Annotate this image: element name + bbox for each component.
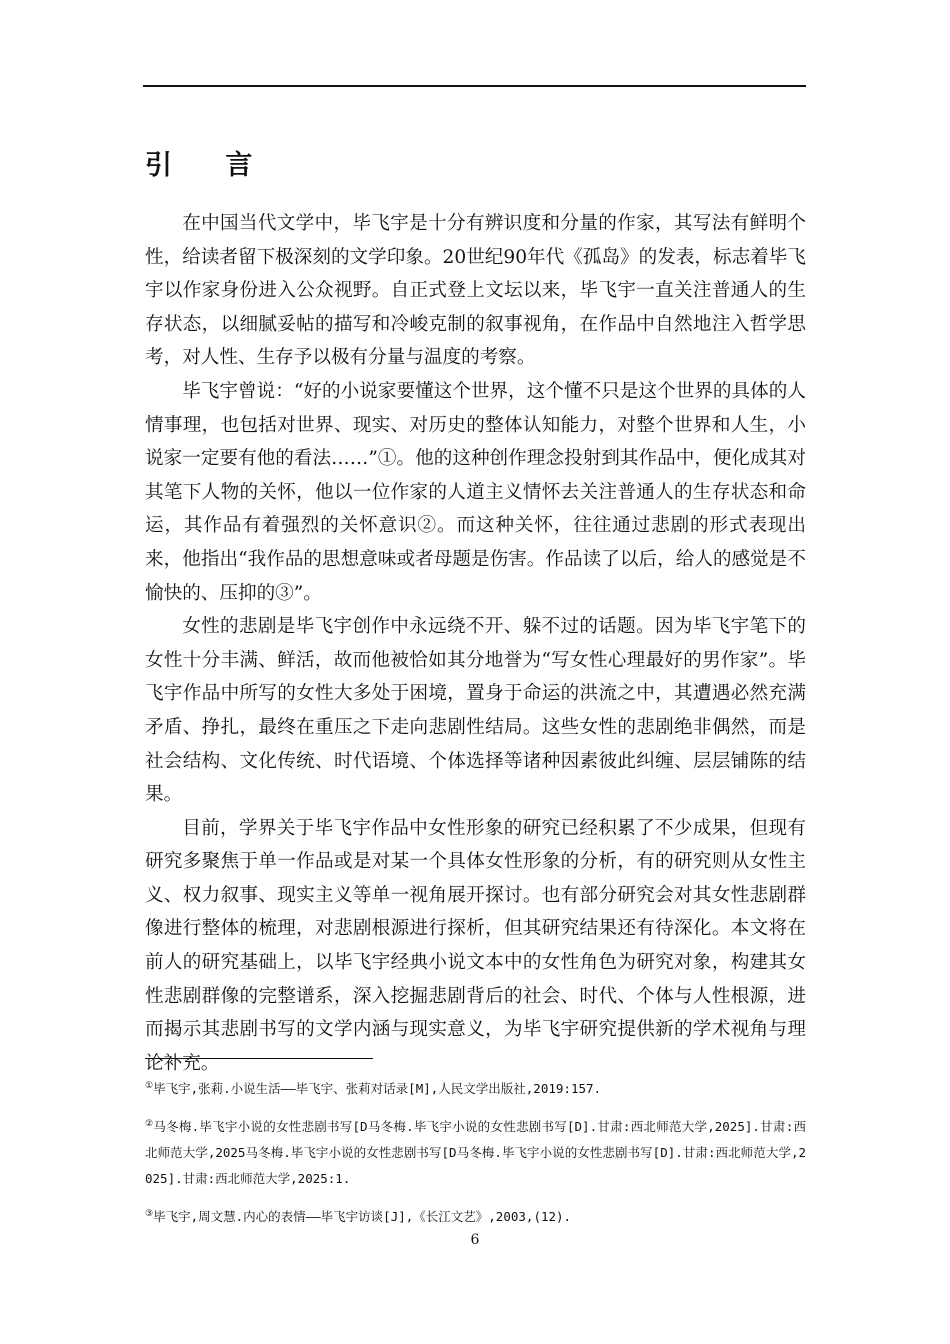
paragraph-4: 目前，学界关于毕飞宇作品中女性形象的研究已经积累了不少成果，但现有研究多聚焦于单一作品或是对某一个具体女性形象的分析，有的研究则从女性主义、权力叙事、现实主义等单一视角展开探讨。也有部分研究会对其女性悲剧群像进行整体的梳理，对悲剧根源进行探析，但其研究结果还有待深化。本文将在前人的研究基础上，以毕飞宇经典小说文本中的女性角色为研究对象，构建其女性悲剧群像的完整谱系，深入挖掘悲剧背后的社会、时代、个体与人性根源，进而揭示其悲剧书写的文学内涵与现实意义，为毕飞宇研究提供新的学术视角与理论补充。	[145, 817, 806, 1074]
footnote-3	[145, 1204, 806, 1230]
paragraph-3: 女性的悲剧是毕飞宇创作中永远绕不开、躲不过的话题。因为毕飞宇笔下的女性十分丰满、鲜活，故而他被恰如其分地誉为“写女性心理最好的男作家”。毕飞宇作品中所写的女性大多处于困境，置身于命运的洪流之中，其遭遇必然充满矛盾、挣扎，最终在重压之下走向悲剧性结局。这些女性的悲剧绝非偶然，而是社会结构、文化传统、时代语境、个体选择等诸种因素彼此纠缠、层层铺陈的结果。	[145, 616, 806, 806]
footnote-2	[145, 1114, 806, 1192]
header-rule	[143, 85, 806, 87]
section-title: 引 言	[145, 150, 275, 181]
paragraph-2: 毕飞宇曾说：“好的小说家要懂这个世界，这个懂不只是这个世界的具体的人情事理，也包括对世界、现实、对历史的整体认知能力，对整个世界和人生，小说家一定要有他的看法……”①。他的这种创作理念投射到其作品中，便化成其对其笔下人物的关怀，他以一位作家的人道主义情怀去关注普通人的生存状态和命运，其作品有着强烈的关怀意识②。而这种关怀，往往通过悲剧的形式表现出来，他指出“我作品的思想意味或者母题是伤害。作品读了以后，给人的感觉是不愉快的、压抑的③”。	[145, 380, 806, 604]
footnote-rule	[145, 1058, 373, 1059]
footnote-3-text: 毕飞宇,周文慧.内心的表情——毕飞宇访谈[J],《长江文艺》,2003,(12).	[153, 1209, 572, 1224]
page-number: 6	[470, 1232, 480, 1248]
footnote-3-mark: ③	[145, 1208, 154, 1219]
footnote-2-text: 马冬梅.毕飞宇小说的女性悲剧书写[D马冬梅.毕飞宇小说的女性悲剧书写[D].甘肃:西北师范大学,2025].甘肃:西北师范大学,2025马冬梅.毕飞宇小说的女性悲剧书写[D马冬梅.毕飞宇小说的女性悲剧书写[D].甘肃:西北师范大学,2025].甘肃:西北师范大学,2025:1.	[145, 1119, 806, 1186]
footnote-1-mark: ①	[145, 1080, 154, 1091]
footnotes	[145, 1076, 806, 1242]
body-text	[145, 207, 806, 1080]
footnote-1	[145, 1076, 806, 1102]
paragraph-1: 在中国当代文学中，毕飞宇是十分有辨识度和分量的作家，其写法有鲜明个性，给读者留下极深刻的文学印象。20世纪90年代《孤岛》的发表，标志着毕飞宇以作家身份进入公众视野。自正式登上文坛以来，毕飞宇一直关注普通人的生存状态，以细腻妥帖的描写和冷峻克制的叙事视角，在作品中自然地注入哲学思考，对人性、生存予以极有分量与温度的考察。	[145, 213, 806, 369]
footnote-1-text: 毕飞宇,张莉.小说生活——毕飞宇、张莉对话录[M],人民文学出版社,2019:157.	[153, 1081, 602, 1096]
footnote-2-mark: ②	[145, 1118, 154, 1129]
